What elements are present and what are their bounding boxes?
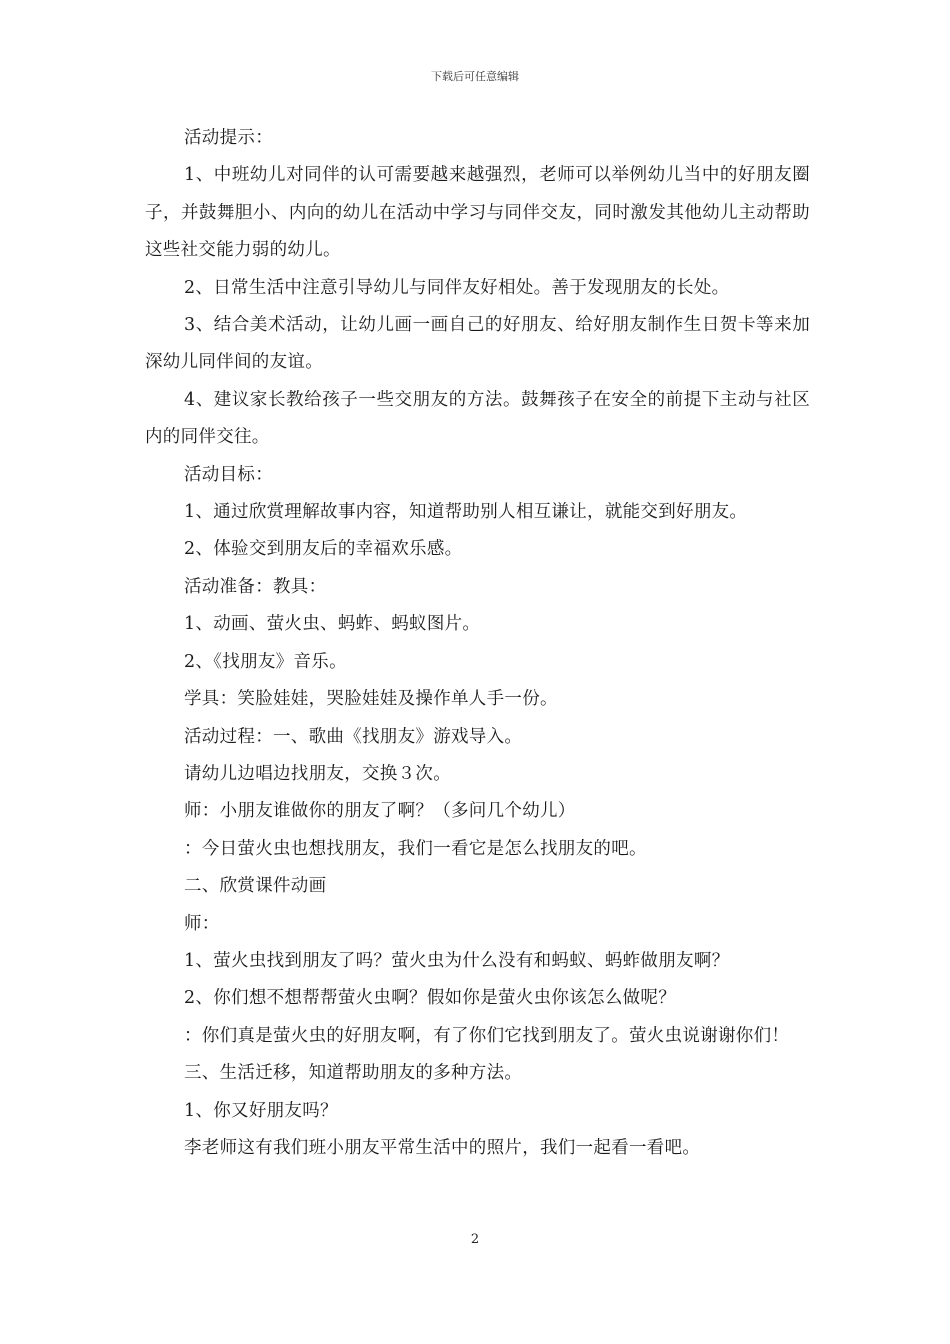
paragraph: 3、结合美术活动，让幼儿画一画自己的好朋友、给好朋友制作生日贺卡等来加深幼儿同伴间的友谊。 <box>145 315 810 373</box>
document-body <box>145 120 810 1167</box>
page-header: 下载后可任意编辑 <box>431 70 519 83</box>
paragraph: 1、中班幼儿对同伴的认可需要越来越强烈，老师可以举例幼儿当中的好朋友圈子，并鼓舞胆小、内向的幼儿在活动中学习与同伴交友，同时激发其他幼儿主动帮助这些社交能力弱的幼儿。 <box>145 165 810 261</box>
paragraph: 师： <box>184 913 220 934</box>
paragraph: 2、体验交到朋友后的幸福欢乐感。 <box>184 539 463 560</box>
paragraph: 活动目标： <box>184 464 273 485</box>
paragraph: 1、萤火虫找到朋友了吗？萤火虫为什么没有和蚂蚁、蚂蚱做朋友啊？ <box>184 950 730 971</box>
paragraph: 请幼儿边唱边找朋友，交换３次。 <box>184 763 451 784</box>
paragraph: ：今日萤火虫也想找朋友，我们一看它是怎么找朋友的吧。 <box>184 838 647 859</box>
paragraph: 4、建议家长教给孩子一些交朋友的方法。鼓舞孩子在安全的前提下主动与社区内的同伴交往。 <box>145 389 810 448</box>
paragraph: 活动准备：教具： <box>184 576 327 597</box>
paragraph: 2、《找朋友》音乐。 <box>184 651 347 672</box>
paragraph: 1、你又好朋友吗？ <box>184 1100 338 1121</box>
paragraph: 李老师这有我们班小朋友平常生活中的照片，我们一起看一看吧。 <box>184 1137 701 1158</box>
paragraph: 2、你们想不想帮帮萤火虫啊？假如你是萤火虫你该怎么做呢？ <box>184 988 677 1009</box>
paragraph: 学具：笑脸娃娃，哭脸娃娃及操作单人手一份。 <box>184 689 558 710</box>
paragraph: 三、生活迁移，知道帮助朋友的多种方法。 <box>184 1063 523 1084</box>
paragraph: 1、动画、萤火虫、蚂蚱、蚂蚁图片。 <box>184 614 481 635</box>
paragraph: 二、欣赏课件动画 <box>184 876 327 897</box>
paragraph: 2、日常生活中注意引导幼儿与同伴友好相处。善于发现朋友的长处。 <box>184 277 730 298</box>
paragraph: ：你们真是萤火虫的好朋友啊，有了你们它找到朋友了。萤火虫说谢谢你们！ <box>184 1025 790 1046</box>
paragraph: 活动过程：一、歌曲《找朋友》游戏导入。 <box>184 726 523 747</box>
paragraph: 活动提示： <box>184 128 273 148</box>
paragraph: 1、通过欣赏理解故事内容，知道帮助别人相互谦让，就能交到好朋友。 <box>184 502 748 523</box>
paragraph: 师：小朋友谁做你的朋友了啊？（多问几个幼儿） <box>184 801 576 822</box>
page-number: 2 <box>470 1232 480 1247</box>
